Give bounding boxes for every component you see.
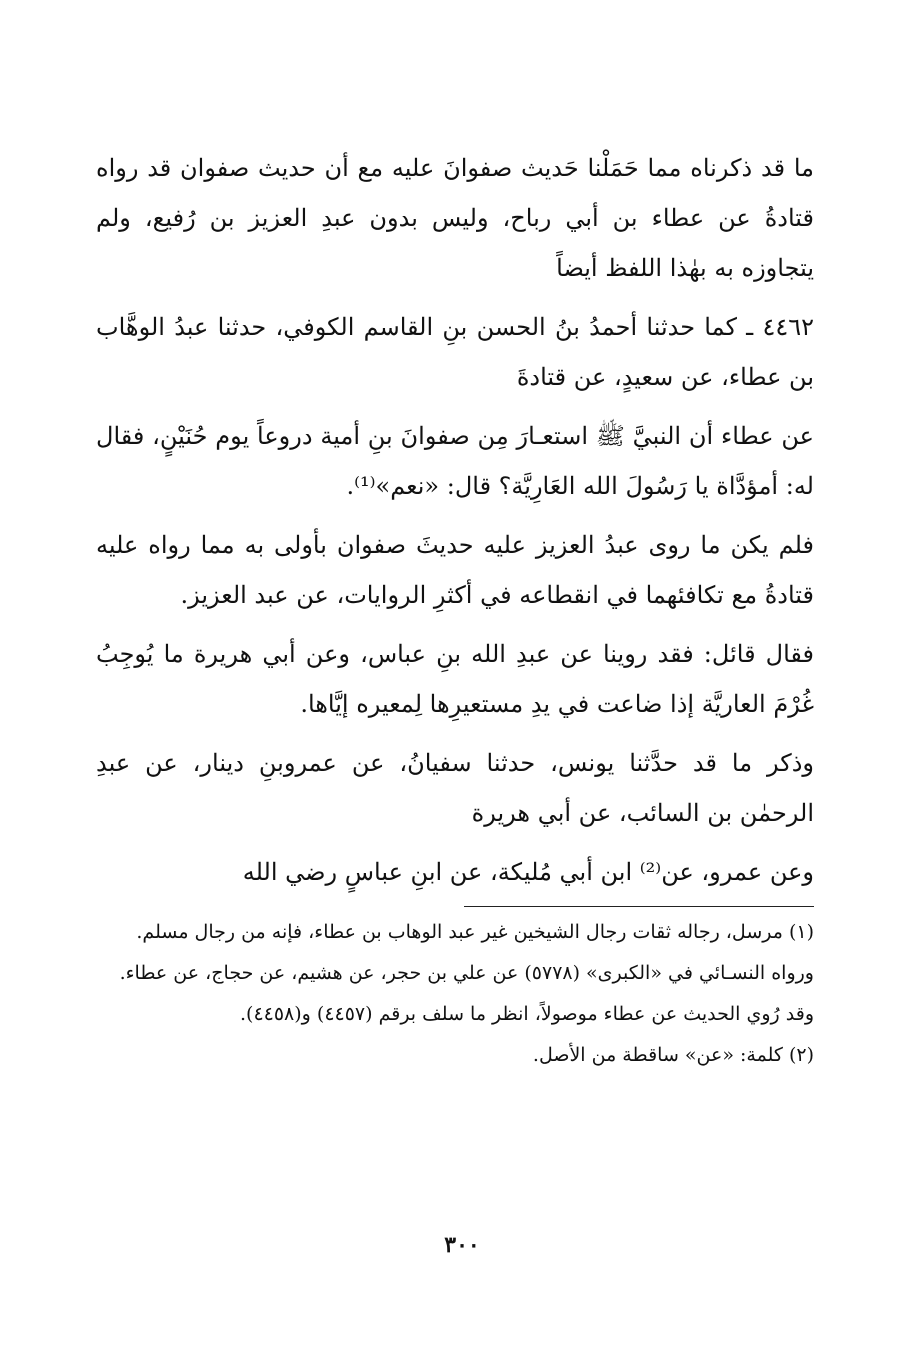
page-number: ٣٠٠	[444, 1232, 480, 1258]
footnote-2: (٢) كلمة: «عن» ساقطة من الأصل.	[532, 1044, 814, 1066]
hadith-4462-matn: عن عطاء أن النبيَّ ﷺ استعـارَ مِن صفوانَ بنِ أمية دروعاً يوم حُنَيْنٍ، فقال له: أمؤدَّاة يا رَسُولَ الله العَارِيَّة؟ قال: «نعم»⁽¹⁾.	[96, 422, 814, 500]
footnote-1-nasai: ورواه النسـائي في «الكبرى» (٥٧٧٨) عن علي بن حجر، عن هشيم، عن حجاج، عن عطاء.	[119, 962, 814, 984]
footnote-1-mawsul: وقد رُوي الحديث عن عطاء موصولاً، انظر ما سلف برقم (٤٤٥٧) و(٤٤٥٨).	[239, 1003, 814, 1025]
main-text	[96, 143, 814, 897]
paragraph-isnad-yunus: وذكر ما قد حدَّثنا يونس، حدثنا سفيانُ، عن عمروبنِ دينار، عن عبدِ الرحمٰن بن السائب، عن أبي هريرة	[96, 749, 814, 827]
footnotes	[96, 913, 814, 1075]
paragraph-intro: ما قد ذكرناه مما حَمَلْنا حَديث صفوانَ عليه مع أن حديث صفوان قد رواه قتادةُ عن عطاء بن أبي رباح، وليس بدون عبدِ العزيز بن رُفيع، ولم يتجاوزه به بهٰذا اللفظ أيضاً	[96, 154, 814, 282]
paragraph-commentary: فلم يكن ما روى عبدُ العزيز عليه حديثَ صفوان بأولى به مما رواه عليه قتادةُ مع تكافئهما في انقطاعه في أكثرِ الروايات، عن عبد العزيز.	[96, 531, 814, 609]
paragraph-objection: فقال قائل: فقد روينا عن عبدِ الله بنِ عباس، وعن أبي هريرة ما يُوجِبُ غُرْمَ العاريَّة إذا ضاعت في يدِ مستعيرِها لِمعيره إيَّاها.	[96, 640, 814, 718]
footnote-separator	[464, 906, 814, 907]
footnote-1: (١) مرسل، رجاله ثقات رجال الشيخين غير عبد الوهاب بن عطاء، فإنه من رجال مسلم.	[136, 921, 814, 943]
hadith-4462-isnad: ٤٤٦٢ ـ كما حدثنا أحمدُ بنُ الحسن بنِ القاسم الكوفي، حدثنا عبدُ الوهَّاب بن عطاء، عن سعيدٍ، عن قتادةَ	[96, 313, 814, 391]
paragraph-isnad-amr: وعن عمرو، عن⁽²⁾ ابن أبي مُليكة، عن ابنِ عباسٍ رضي الله	[242, 858, 814, 886]
